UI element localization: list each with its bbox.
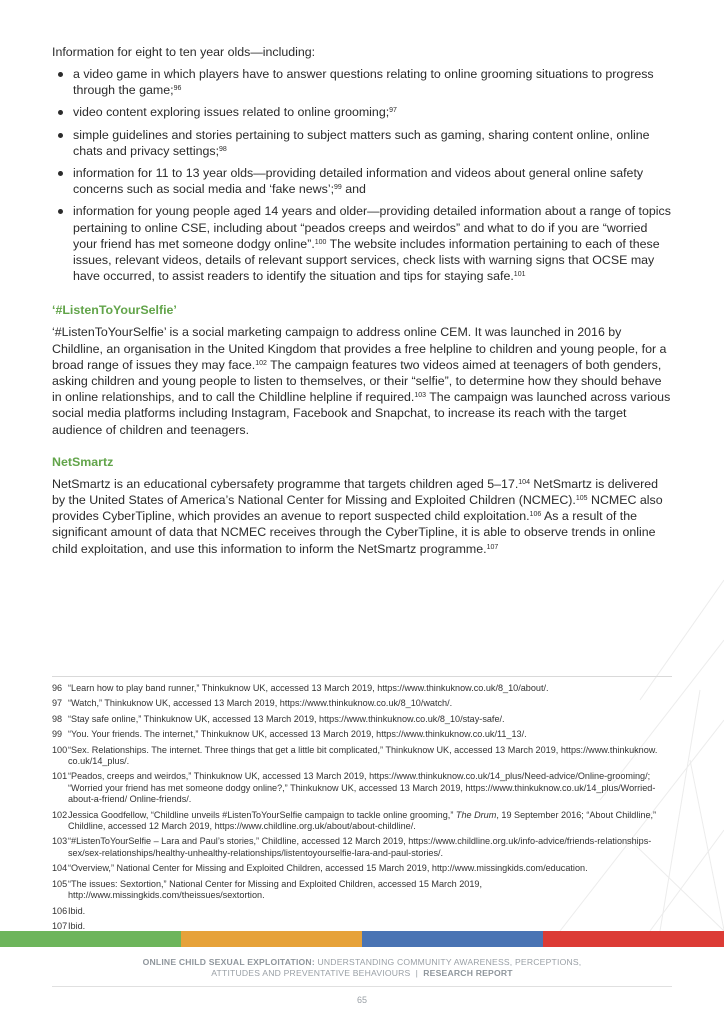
footer-title-rest: UNDERSTANDING COMMUNITY AWARENESS, PERCEPTIONS,	[314, 957, 582, 967]
footnote: 105 “The issues: Sextortion,” National Center for Missing and Exploited Children, accessed 15 March 2019, http://www.missingkids.com/theissues/sextortion.	[52, 878, 482, 901]
footer-subtitle: ATTITUDES AND PREVENTATIVE BEHAVIOURS	[211, 968, 411, 978]
list-item: information for 11 to 13 year olds—providing detailed information and videos about general online safety concerns such as social media and ‘fake news’;$^{99}$ and	[52, 165, 672, 197]
list-item: information for young people aged 14 years and older—providing detailed information about a range of topics pertaining to online CSE, including about “peados creeps and weirdos” and what to do if you are “worried your friend has met someone dodgy online”.$^{100}$ The website includes information pertaining to each of these issues, relevant videos, details of relevant support services, check lists with warning signs that OCSE may have occurred, to assist readers to identify the situation and tips for staying safe.$^{101}$	[52, 203, 672, 284]
footnote: 103 “#ListenToYourSelfie – Lara and Paul’s stories,” Childline, accessed 12 March 2019, https://www.childline.org.uk/info-advice/friends-relationships-sex/sex-relationships/healthy-unhealthy-relationships/listentoyourselfie-lara-and-paul-stories/.	[52, 836, 652, 858]
section-paragraph-netsmartz: NetSmartz is an educational cybersafety programme that targets children aged 5–17.$^{104}$ NetSmartz is delivered by the United States of America’s National Center for Missing and Exploited Children (NCMEC).$^{105}$ NCMEC also provides CyberTipline, which provides an avenue to report suspected child exploitation.$^{106}$ As a result of the significant amount of data that NCMEC receives through the CyberTipline, it is able to observe trends in online child exploitation, and use this information to inform the NetSmartz programme.$^{107}$	[52, 476, 663, 556]
page-number: 65	[356, 995, 367, 1005]
footnote: 99 “You. Your friends. The internet,” Thinkuknow UK, accessed 13 March 2019, https://www.thinkuknow.co.uk/11_13/.	[52, 729, 527, 740]
footnote: 106 Ibid.	[52, 905, 86, 916]
color-bar-green	[0, 931, 181, 947]
list-item: a video game in which players have to answer questions relating to online grooming situations to progress through the game;$^{96}$	[52, 66, 672, 98]
footnote: 97 “Watch,” Thinkuknow UK, accessed 13 March 2019, https://www.thinkuknow.co.uk/8_10/watch/.	[52, 698, 453, 709]
color-bar-red	[543, 931, 724, 947]
intro-text: Information for eight to ten year olds—including:	[52, 45, 316, 59]
footnote: 101 “Peados, creeps and weirdos,” Thinkuknow UK, accessed 13 March 2019, https://www.thinkuknow.co.uk/14_plus/Need-advice/Online-grooming/; “Worried your friend has met someone dodgy online?,” Thinkuknow UK, accessed 13 March 2019, https://www.thinkuknow.co.uk/14_plus/Worried-about-a-friend/ Online-friends/.	[52, 771, 656, 805]
footer-divider	[52, 986, 672, 987]
footnote: 100 “Sex. Relationships. The internet. Three things that get a little bit complicated,” Thinkuknow UK, accessed 13 March 2019, https://www.thinkuknow. co.uk/14_plus/.	[52, 744, 658, 767]
footnotes	[52, 676, 672, 936]
list-item: simple guidelines and stories pertaining to subject matters such as gaming, sharing content online, online chats and privacy settings;$^{98}$	[52, 127, 672, 159]
section-heading-netsmartz: NetSmartz	[52, 454, 114, 469]
footnote: 96 “Learn how to play band runner,” Thinkuknow UK, accessed 13 March 2019, https://www.thinkuknow.co.uk/8_10/about/.	[52, 683, 549, 693]
color-bar	[0, 931, 724, 947]
footnote: 107 Ibid.	[52, 920, 86, 931]
footnote: 104 “Overview,” National Center for Missing and Exploited Children, accessed 15 March 2019, http://www.missingkids.com/education.	[52, 863, 588, 874]
color-bar-blue	[362, 931, 543, 947]
footnote: 102 Jessica Goodfellow, “Childline unveils #ListenToYourSelfie campaign to tackle online grooming,” The Drum, 19 September 2016; “About Childline,” Childline, accessed 12 March 2019, https://www.childline.org.uk/about/about-childline/.	[52, 809, 657, 832]
section-heading-listentoyourselfie: ‘#ListenToYourSelfie’	[52, 303, 177, 318]
color-bar-orange	[181, 931, 362, 947]
main-content	[52, 44, 672, 573]
footnote: 98 “Stay safe online,” Thinkuknow UK, accessed 13 March 2019, https://www.thinkuknow.co.uk/8_10/stay-safe/.	[52, 713, 505, 724]
page-footer	[0, 957, 724, 979]
bullet-list	[52, 66, 672, 284]
list-item: video content exploring issues related to online grooming;$^{97}$	[52, 104, 672, 120]
footer-separator: |	[415, 968, 419, 978]
footer-report-label: RESEARCH REPORT	[423, 968, 513, 978]
section-paragraph-listentoyourselfie: ‘#ListenToYourSelfie’ is a social marketing campaign to address online CEM. It was launched in 2016 by Childline, an organisation in the United Kingdom that provides a free helpline to children and young people, for a broad range of issues they may face.$^{102}$ The campaign features two videos aimed at teenagers of both genders, asking children and young people to listen to themselves, or their “selfie”, to determine how they should behave in online relationships, and to call the Childline helpline if required.$^{103}$ The campaign was launched across various social media platforms including Instagram, Facebook and Snapchat, to increase its reach with the target audience of children and teenagers.	[52, 325, 671, 437]
footer-title-bold: ONLINE CHILD SEXUAL EXPLOITATION:	[142, 957, 315, 967]
